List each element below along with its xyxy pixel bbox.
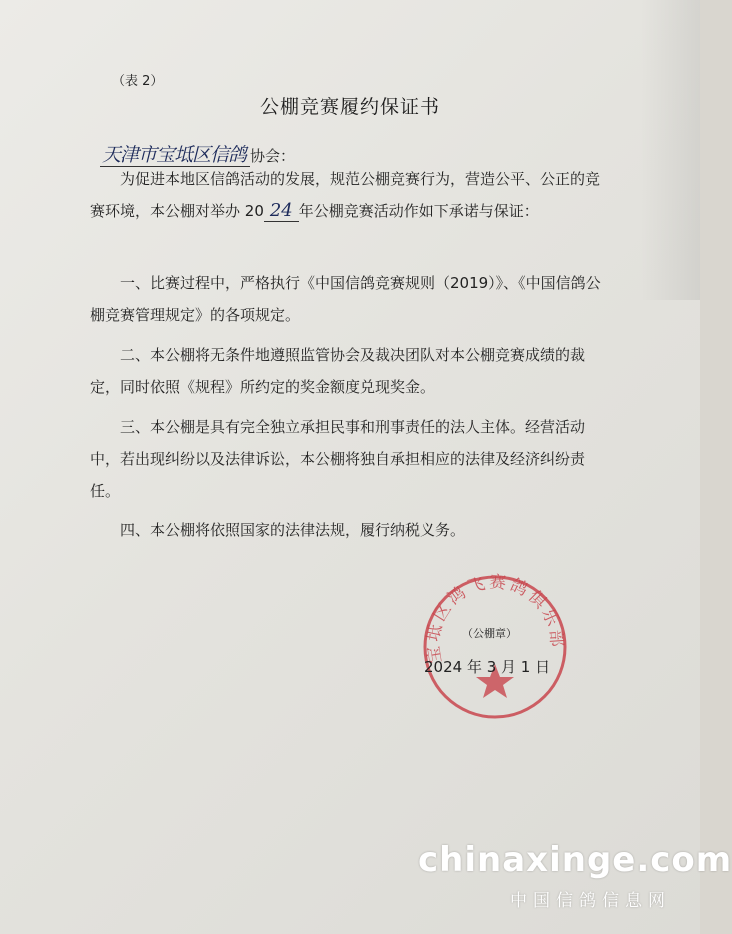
clause-4-text: 四、本公棚将依照国家的法律法规，履行纳税义务。	[120, 521, 466, 539]
paragraph-clause-1	[90, 267, 610, 331]
document-title: 公棚竞赛履约保证书	[259, 96, 440, 118]
paragraph-clause-3	[90, 411, 610, 507]
year-handwritten: 24	[264, 200, 299, 222]
addressee-handwritten: 天津市宝坻区信鸽	[100, 144, 250, 167]
intro-text-b: 年公棚竞赛活动作如下承诺与保证：	[298, 202, 539, 220]
clause-1-text: 一、比赛过程中，严格执行《中国信鸽竞赛规则（2019）》、《中国信鸽公棚竞赛管理规定》的各项规定。	[90, 274, 601, 324]
official-seal	[420, 572, 570, 722]
paragraph-intro	[90, 163, 610, 227]
clause-3-text: 三、本公棚是具有完全独立承担民事和刑事责任的法人主体。经营活动中，若出现纠纷以及法律诉讼，本公棚将独自承担相应的法律及经济纠纷责任。	[90, 418, 586, 500]
watermark-site-cn: 中国信鸽信息网	[510, 891, 671, 911]
svg-text:宝坻区鸿飞赛鸽俱乐部	[423, 572, 566, 664]
paragraph-clause-2	[90, 339, 610, 403]
form-number: （表 2）	[112, 74, 164, 89]
paragraph-clause-4	[90, 514, 610, 546]
page-shadow	[640, 0, 700, 300]
seal-label: （公棚章）	[462, 627, 517, 640]
clause-2-text: 二、本公棚将无条件地遵照监管协会及裁决团队对本公棚竞赛成绩的裁定，同时依照《规程》所约定的奖金额度兑现奖金。	[90, 346, 586, 396]
addressee-suffix: 协会：	[250, 147, 296, 165]
intro-text-a: 为促进本地区信鸽活动的发展，规范公棚竞赛行为，营造公平、公正的竞赛环境，本公棚对举办 20	[90, 170, 601, 220]
signing-date: 2024 年 3 月 1 日	[424, 658, 551, 676]
seal-arc-text: 宝坻区鸿飞赛鸽俱乐部	[423, 572, 567, 665]
watermark-site: chinaxinge.com	[418, 840, 732, 880]
